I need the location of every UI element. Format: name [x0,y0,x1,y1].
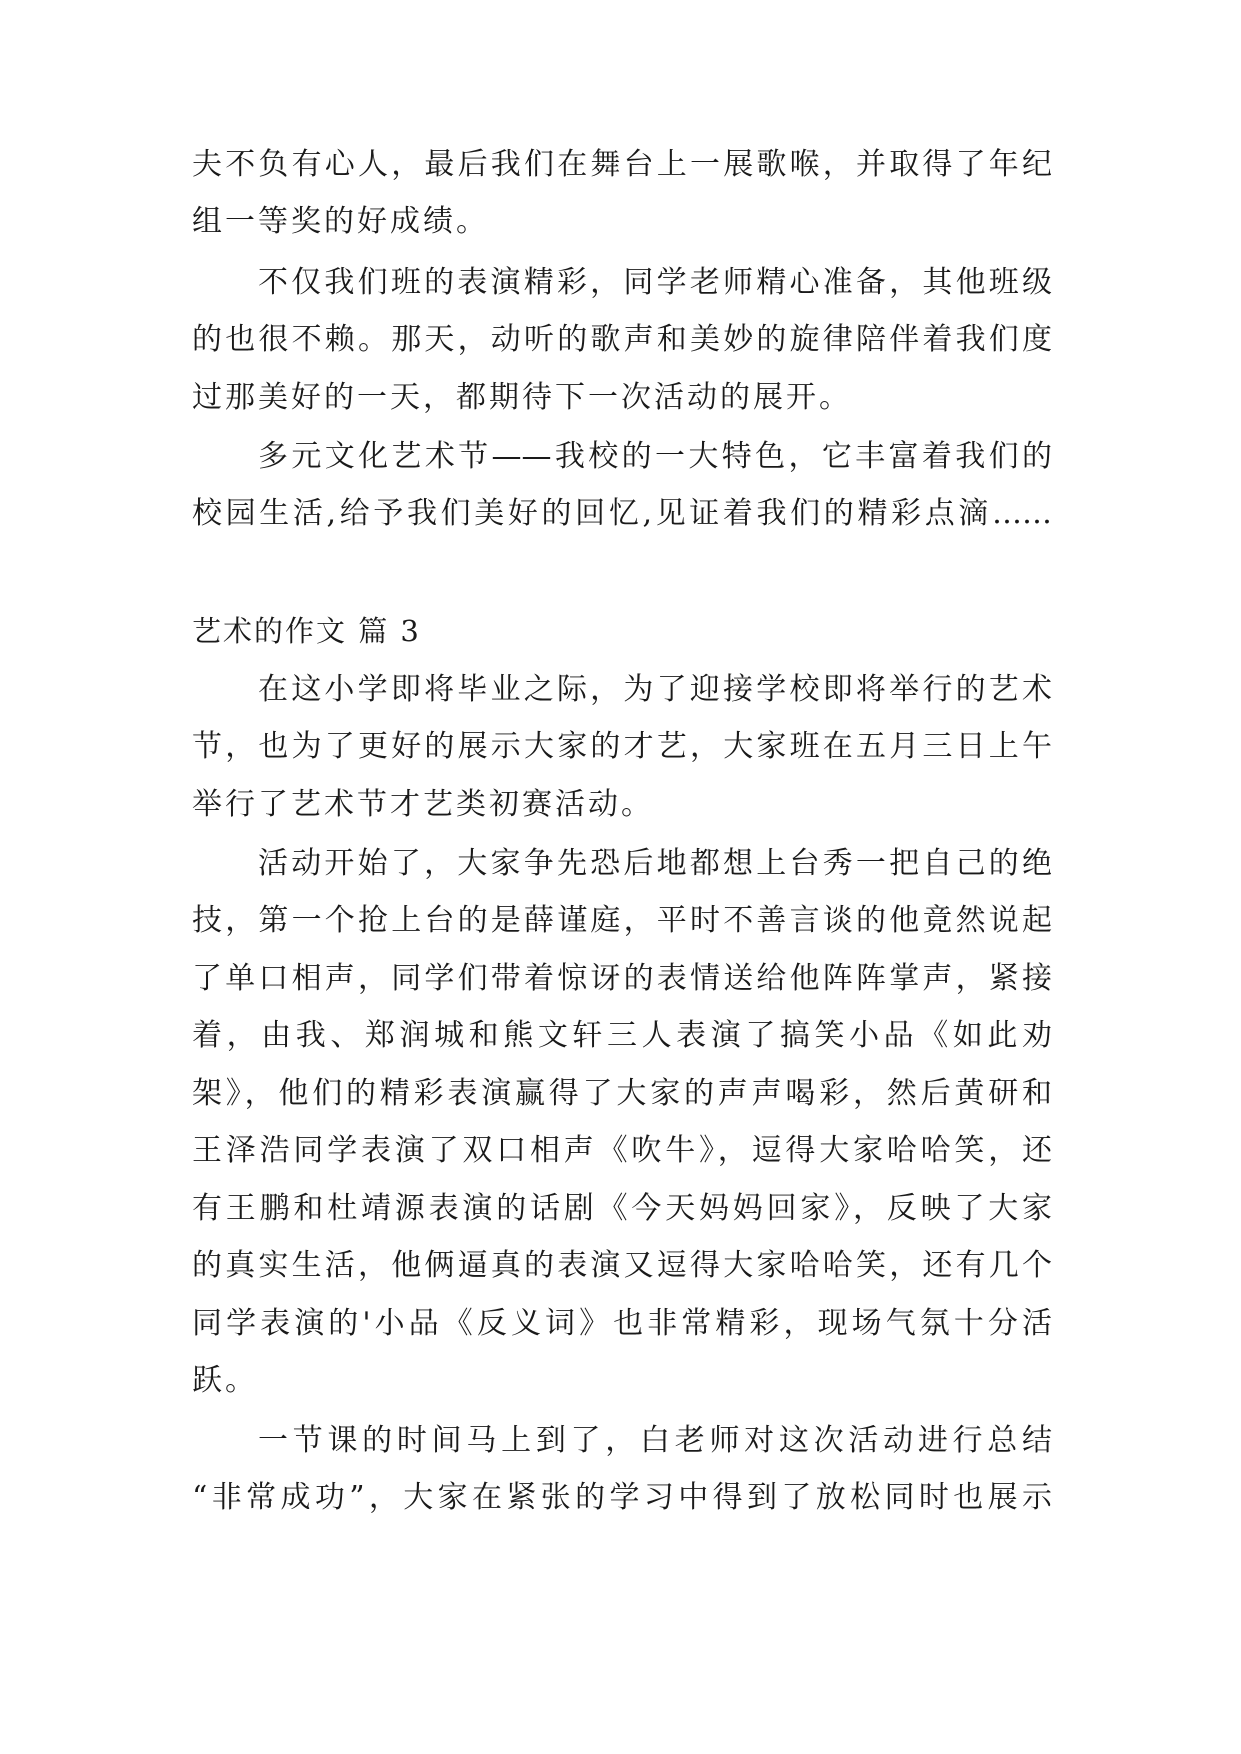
text-line: 一节课的时间马上到了，白老师对这次活动进行总结 [258,1423,1052,1458]
text-line: 王泽浩同学表演了双口相声《吹牛》，逗得大家哈哈笑，还 [192,1133,1052,1168]
text-line: 的真实生活，他俩逼真的表演又逗得大家哈哈笑，还有几个 [192,1248,1052,1283]
text-line: 有王鹏和杜靖源表演的话剧《今天妈妈回家》，反映了大家 [192,1191,1052,1226]
text-line: 过那美好的一天，都期待下一次活动的展开。 [192,380,852,415]
text-line: 校园生活,给予我们美好的回忆,见证着我们的精彩点滴…… [192,496,1052,531]
text-line: 跃。 [192,1363,258,1398]
text-line: 夫不负有心人，最后我们在舞台上一展歌喉，并取得了年纪 [192,147,1052,182]
text-line: “非常成功”，大家在紧张的学习中得到了放松同时也展示 [192,1480,1052,1515]
text-line: 不仅我们班的表演精彩，同学老师精心准备，其他班级 [258,265,1052,300]
text-line: 着，由我、郑润城和熊文轩三人表演了搞笑小品《如此劝 [192,1018,1052,1053]
text-line: 活动开始了，大家争先恐后地都想上台秀一把自己的绝 [258,846,1052,881]
text-line: 架》，他们的精彩表演赢得了大家的声声喝彩，然后黄研和 [192,1076,1052,1111]
text-line: 同学表演的'小品《反义词》也非常精彩，现场气氛十分活 [192,1306,1052,1341]
text-line: 的也很不赖。那天，动听的歌声和美妙的旋律陪伴着我们度 [192,322,1052,357]
text-line: 举行了艺术节才艺类初赛活动。 [192,787,654,822]
section-heading: 艺术的作文 篇 3 [192,614,421,648]
text-line: 技，第一个抢上台的是薛谨庭，平时不善言谈的他竟然说起 [192,903,1052,938]
text-line: 节，也为了更好的展示大家的才艺，大家班在五月三日上午 [192,729,1052,764]
text-line: 在这小学即将毕业之际，为了迎接学校即将举行的艺术 [258,672,1052,707]
text-line: 组一等奖的好成绩。 [192,204,489,239]
text-line: 了单口相声，同学们带着惊讶的表情送给他阵阵掌声，紧接 [192,961,1052,996]
text-line: 多元文化艺术节——我校的一大特色，它丰富着我们的 [258,439,1052,474]
